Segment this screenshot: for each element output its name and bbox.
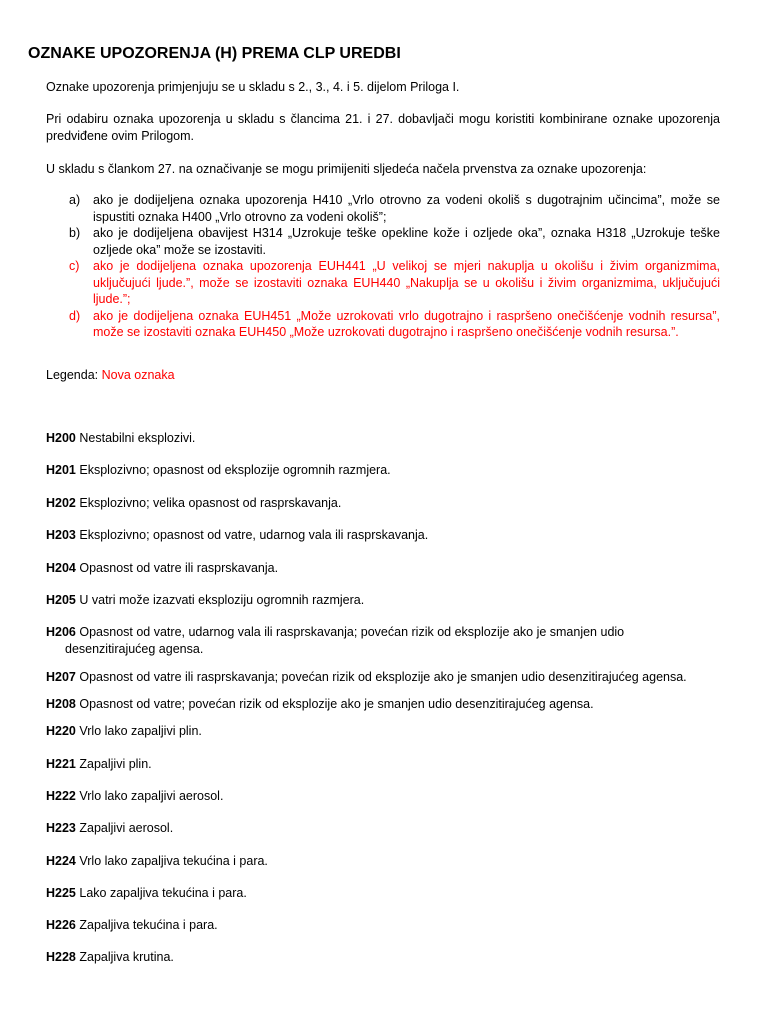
hazard-text: Nestabilni eksplozivi. [79,431,196,445]
hazard-text: U vatri može izazvati eksploziju ogromnih razmjera. [79,593,365,607]
rule-item-d [46,308,720,341]
hazard-code: H202 [46,496,76,510]
hazard-statement [46,592,720,609]
hazard-text: Zapaljiva krutina. [79,950,174,964]
hazard-statement [46,669,720,686]
hazard-statement [46,820,720,837]
hazard-code: H208 [46,697,76,711]
hazard-statement [46,788,720,805]
hazard-statement [46,756,720,773]
rule-letter: b) [69,226,81,240]
legend-new-marker: Nova oznaka [101,368,175,382]
hazard-statement [46,917,720,934]
hazard-code: H200 [46,431,76,445]
hazard-code: H203 [46,528,76,542]
rule-text: ako je dodijeljena oznaka upozorenja H410 „Vrlo otrovno za vodeni okoliš s dugotrajnim učincima”, može se ispustiti oznaka H400 „Vrlo otrovno za vodeni okoliš”; [93,193,720,224]
page-title: OZNAKE UPOZORENJA (H) PREMA CLP UREDBI [28,45,401,62]
hazard-code: H207 [46,670,76,684]
hazard-statement [46,723,720,740]
hazard-code: H206 [46,625,76,639]
hazard-statement [46,527,720,544]
rule-text: ako je dodijeljena oznaka upozorenja EUH441 „U velikoj se mjeri nakuplja u okolišu i živim organizmima, uključujući ljude.”, može se izostaviti oznaka EUH440 „Nakuplja se u okolišu i živim organizmima, uključujući ljude.”; [93,259,720,306]
hazard-text: Opasnost od vatre, udarnog vala ili rasprskavanja; povećan rizik od eksplozije ako je smanjen udio [79,625,625,639]
hazard-text: Zapaljiva tekućina i para. [79,918,218,932]
hazard-statement [46,430,720,447]
precedence-rules-list [46,192,720,341]
intro-paragraph: U skladu s člankom 27. na označivanje se mogu primijeniti sljedeća načela prvenstva za oznake upozorenja: [46,162,647,176]
hazard-statement [46,696,720,713]
hazard-code: H201 [46,463,76,477]
legend-label: Legenda: [46,368,99,382]
hazard-statement [46,560,720,577]
rule-letter: c) [69,259,80,273]
rule-item-b [46,225,720,258]
hazard-text: Opasnost od vatre ili rasprskavanja; povećan rizik od eksplozije ako je smanjen udio desenzitirajućeg agensa. [79,670,687,684]
hazard-text: Eksplozivno; opasnost od vatre, udarnog vala ili rasprskavanja. [79,528,429,542]
hazard-text: Zapaljivi plin. [79,757,152,771]
rule-text: ako je dodijeljena oznaka EUH451 „Može uzrokovati vrlo dugotrajno i raspršeno onečišćenje vodnih resursa”, može se izostaviti oznaka EUH450 „Može uzrokovati dugotrajno i raspršeno onečišćenje vodnih resursa.”. [93,308,720,339]
hazard-code: H222 [46,789,76,803]
hazard-text: Eksplozivno; velika opasnost od rasprskavanja. [79,496,342,510]
rule-letter: d) [69,308,81,323]
hazard-code: H204 [46,561,76,575]
hazard-code: H220 [46,724,76,738]
hazard-statement [46,462,720,479]
rule-item-c [46,258,720,308]
hazard-text: Vrlo lako zapaljivi plin. [79,724,202,738]
hazard-statement [46,885,720,902]
hazard-statement [46,949,720,966]
hazard-text-continued: desenzitirajućeg agensa. [65,641,204,656]
intro-paragraph: Pri odabiru oznaka upozorenja u skladu s člancima 21. i 27. dobavljači mogu koristiti kombinirane oznake upozorenja predviđene ovim Prilogom. [46,112,720,143]
hazard-code: H225 [46,886,76,900]
hazard-statement [46,624,720,657]
hazard-statement [46,853,720,870]
hazard-code: H226 [46,918,76,932]
rule-item-a [46,192,720,225]
hazard-statement [46,495,720,512]
hazard-text: Lako zapaljiva tekućina i para. [79,886,247,900]
hazard-code: H205 [46,593,76,607]
hazard-code: H221 [46,757,76,771]
rule-letter: a) [69,193,81,207]
hazard-code: H223 [46,821,76,835]
hazard-text: Zapaljivi aerosol. [79,821,174,835]
hazard-code: H228 [46,950,76,964]
legend [46,367,175,384]
hazard-text: Opasnost od vatre; povećan rizik od eksplozije ako je smanjen udio desenzitirajućeg agensa. [79,697,594,711]
rule-text: ako je dodijeljena obavijest H314 „Uzrokuje teške opekline kože i ozljede oka”, oznaka H318 „Uzrokuje teške ozljede oka” može se izostaviti. [93,226,720,257]
hazard-text: Vrlo lako zapaljiva tekućina i para. [79,854,268,868]
hazard-text: Vrlo lako zapaljivi aerosol. [79,789,224,803]
intro-paragraph: Oznake upozorenja primjenjuju se u skladu s 2., 3., 4. i 5. dijelom Priloga I. [46,80,460,94]
hazard-text: Eksplozivno; opasnost od eksplozije ogromnih razmjera. [79,463,391,477]
hazard-text: Opasnost od vatre ili rasprskavanja. [79,561,279,575]
hazard-code: H224 [46,854,76,868]
